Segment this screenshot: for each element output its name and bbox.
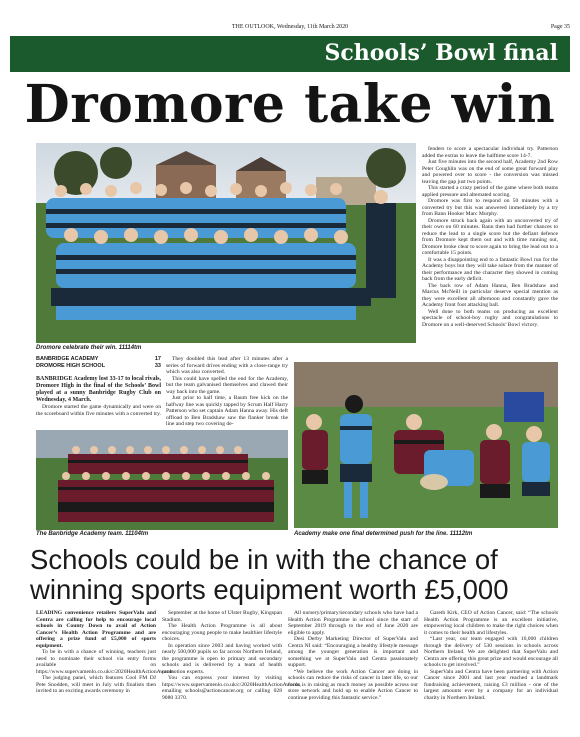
article-paragraph: Well done to both teams on producing an excellent spectacle of school-boy rugby and congratulations to Dromore on a well-deserved Schools’ Bowl victory. bbox=[422, 308, 558, 328]
match-action-image bbox=[294, 362, 558, 528]
team2-name: DROMORE HIGH SCHOOL bbox=[36, 363, 106, 369]
article2-col1 bbox=[36, 610, 174, 695]
article-paragraph: “Last year, our team engaged with 16,000 children through the delivery of 530 sessions in schools across Northern Ireland. We are delighted that SuperValu and Centra are offering this great prize and would encourage all schools to get involved.” bbox=[424, 636, 558, 668]
article-col2 bbox=[166, 356, 288, 428]
team-celebration-photo bbox=[36, 143, 416, 343]
article-paragraph: You can express your interest by visiting https://www.supervamenlo.co.uk/c/2020HealthActionAwards, emailing schools@actioncancer.org or calling 028 9080 3370. bbox=[162, 675, 301, 701]
article-paragraph: The Health Action Programme is all about encouraging young people to make healthier lifestyle choices. bbox=[162, 623, 282, 642]
article-headline: Dromore take win bbox=[24, 74, 556, 135]
article-paragraph: Gareth Kirk, CEO of Action Cancer, said: “The schools Health Action Programme is an excellent initiative, empowering local children to make the right choices when it comes to their health and lifestyles. bbox=[424, 610, 558, 636]
article-paragraph: fenders to score a spectacular individual try. Patterson added the extras to leave the halftime score 14-7. bbox=[422, 146, 558, 159]
article-paragraph: Dromore was first to respond on 50 minutes with a converted try but this was answered immediately by a try from Bann Hooker Marc Murphy. bbox=[422, 198, 558, 217]
article-paragraph: The back row of Adam Hanna, Ben Bradshaw and Marcus McNeill in particular deserve special mention as they were excellent all afternoon and constantly gave the Academy front foot attacking ball. bbox=[422, 282, 558, 308]
academy-team-image bbox=[36, 430, 288, 530]
article2-col3 bbox=[288, 610, 418, 701]
article-paragraph: Just prior to half time, a Baum free kick on the halfway line was quickly tapped by Scrum Half Harry Patterson who set captain Adam Hanna away. His deft offload to Ben Bradshaw saw the flanker break the line and step two covering de- bbox=[166, 395, 288, 427]
article-col3 bbox=[422, 146, 558, 328]
photo-caption: Academy make one final determined push for the line. 11112tm bbox=[294, 531, 473, 537]
article-paragraph: This could have spelled the end for the Academy, but the team galvanised themselves and clawed their way back into the game. bbox=[166, 375, 288, 395]
article-paragraph: Dromore started the game dynamically and were on the scoreboard within five minutes with a converted try. bbox=[36, 404, 161, 417]
article-paragraph: SuperValu and Centra have been partnering with Action Cancer since 2001 and last year reached a landmark fundraising achievement, raising £3 million - one of the largest amounts ever by a company for an individual charity in Northern Ireland. bbox=[424, 668, 558, 701]
article-paragraph: In operation since 2003 and having worked with nearly 500,000 pupils so far across Northern Ireland, the programme is open to primary and secondary schools and is delivered by a team of health promotion experts. bbox=[162, 642, 282, 675]
page-number: Page 35 bbox=[550, 24, 570, 30]
score-row-team2 bbox=[36, 363, 161, 370]
match-action-photo bbox=[294, 362, 558, 528]
article-paragraph: “We believe the work Action Cancer are doing in schools can reduce the risks of cancer in later life, so our focus is in raising as much money as possible across our store network and hold up to enable Action Cancer to continue providing this fantastic service.” bbox=[288, 668, 418, 701]
team-celebration-image bbox=[36, 143, 416, 343]
article-paragraph: To be in with a chance of winning, teachers just need to nominate their school via entry forms available on https://www.supervamenlo.co.uk/c/2020HealthActionAwards bbox=[36, 649, 174, 675]
article2-col4 bbox=[424, 610, 558, 701]
article-paragraph: It was a disappointing end to a fantastic Bowl run for the Academy boys but they will take solace from the manner of their performance and the character they showed in coming back from the early deficit. bbox=[422, 256, 558, 282]
article-paragraph: September at the home of Ulster Rugby, Kingspan Stadium. bbox=[162, 610, 282, 623]
article-paragraph: All nursery/primary/secondary schools who have had a Health Action Programme in school since the start of September 2019 through to the end of June 2020 are eligible to apply. bbox=[288, 610, 418, 636]
article-paragraph: They doubled this lead after 13 minutes after a series of forward drives ending with a close-range try which was also converted. bbox=[166, 356, 288, 375]
article-paragraph: This started a crazy period of the game where both teams applied pressure and alternated scoring. bbox=[422, 185, 558, 198]
page-header bbox=[0, 24, 580, 34]
second-article-headline: Schools could be in with the chance of winning sports equipment worth £5,000 bbox=[30, 544, 509, 605]
article2-col2 bbox=[162, 610, 301, 701]
article-col1 bbox=[36, 376, 161, 417]
section-banner bbox=[10, 36, 570, 72]
article-paragraph: The judging panel, which features Cool FM DJ Pete Snodden, will meet in July with finalists then invited to an exciting awards ceremony in bbox=[36, 675, 156, 694]
score-row-team1 bbox=[36, 356, 161, 363]
score-box bbox=[36, 356, 161, 370]
article-paragraph: Desi Derby Marketing Director of SuperValu and Centra NI said: “Encouraging a healthy lifestyle message among the younger generation is important and something we at SuperValu and Centra passionately support. bbox=[288, 636, 418, 668]
team2-score: 33 bbox=[154, 363, 161, 369]
lead-paragraph: BANBRIDGE Academy lost 33-17 to local rivals, Dromore High in the final of the Schools’ Bowl played at a sunny Banbridge Rugby Club on Wednesday, 4 March. bbox=[36, 376, 161, 403]
section-title: Schools’ Bowl final bbox=[324, 40, 558, 66]
publication-line: THE OUTLOOK, Wednesday, 11th March 2020 bbox=[231, 24, 349, 30]
team1-name: BANBRIDGE ACADEMY bbox=[36, 356, 99, 362]
article-paragraph: Just five minutes into the second half, Academy 2nd Row Peter Coughlin was on the end of some great forward play and powered over to score - the conversion was missed leaving the gap just two points. bbox=[422, 159, 558, 185]
article-paragraph: Dromore struck back again with an unconverted try of their own on 60 minutes. Bann then had further chances to reduce the lead to a single score but the defiant defence from Dromore kept them out and with time running out, Dromore broke clear to score again to bring the lead out to a comfortable 15 points. bbox=[422, 217, 558, 256]
academy-team-photo bbox=[36, 430, 288, 530]
photo-caption: The Banbridge Academy team. 11104tm bbox=[36, 531, 149, 537]
photo-caption: Dromore celebrate their win. 11114tm bbox=[36, 345, 142, 351]
lead-paragraph: LEADING convenience retailers SuperValu and Centra are calling for help to encourage local schools in County Down to avail of Action Cancer’s Health Action Programme and are offering a prize fund of £5,000 of sports equipment. bbox=[36, 610, 156, 649]
team1-score: 17 bbox=[154, 356, 161, 362]
